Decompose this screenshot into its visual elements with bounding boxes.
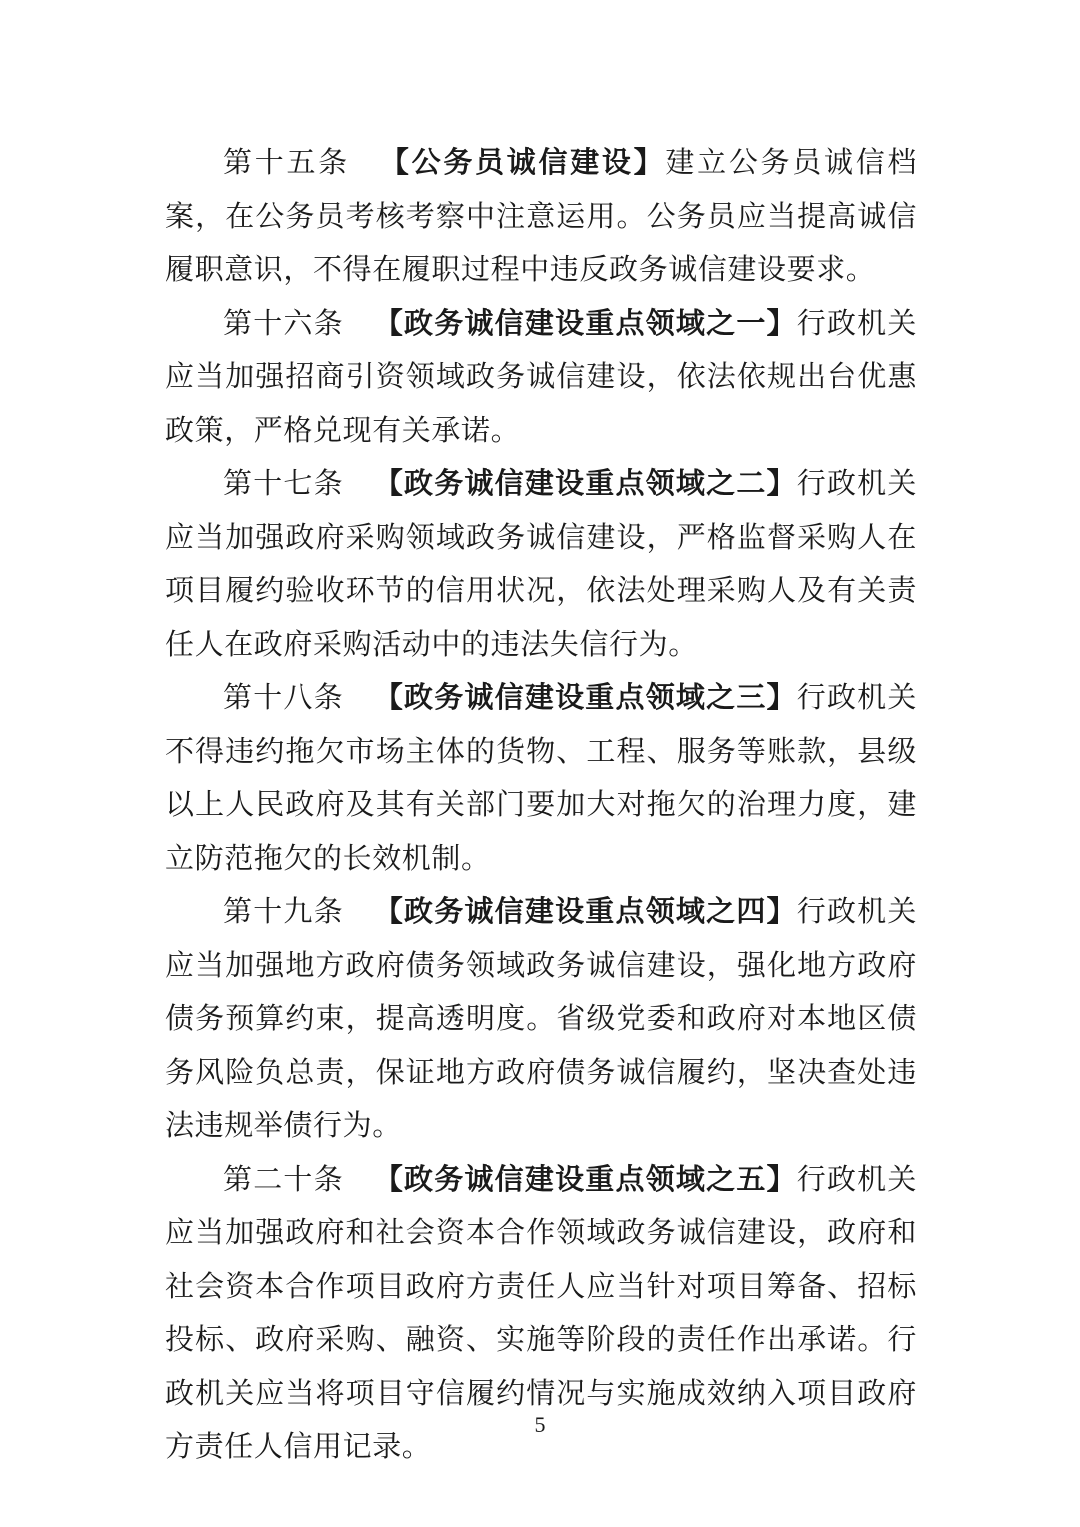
article-title: 【政务诚信建设重点领域之四】 [373, 894, 797, 928]
article-15 [165, 136, 917, 297]
article-number: 第十八条 [223, 680, 344, 714]
article-title: 【政务诚信建设重点领域之一】 [373, 305, 797, 340]
article-title: 【公务员诚信建设】 [379, 145, 666, 179]
article-number: 第二十条 [223, 1161, 344, 1196]
article-17 [165, 457, 917, 671]
article-number: 第十九条 [223, 894, 344, 928]
article-number: 第十七条 [223, 466, 344, 500]
article-number: 第十六条 [223, 305, 344, 340]
article-text: 行政机关不得违约拖欠市场主体的货物、工程、服务等账款，县级以上人民政府及其有关部门要加大对拖欠的治理力度，建立防范拖欠的长效机制。 [165, 680, 917, 875]
article-text: 行政机关应当加强政府采购领域政务诚信建设，严格监督采购人在项目履约验收环节的信用状况，依法处理采购人及有关责任人在政府采购活动中的违法失信行为。 [165, 466, 917, 661]
article-18 [165, 671, 917, 885]
article-text: 行政机关应当加强政府和社会资本合作领域政务诚信建设，政府和社会资本合作项目政府方责任人应当针对项目筹备、招标投标、政府采购、融资、实施等阶段的责任作出承诺。行政机关应当将项目守信履约情况与实施成效纳入项目政府方责任人信用记录。 [165, 1161, 917, 1463]
article-number: 第十五条 [223, 145, 350, 179]
article-text: 建立公务员诚信档案，在公务员考核考察中注意运用。公务员应当提高诚信履职意识，不得在履职过程中违反政务诚信建设要求。 [165, 145, 918, 286]
document-page [165, 136, 917, 1474]
article-16 [165, 297, 917, 458]
article-title: 【政务诚信建设重点领域之五】 [373, 1161, 797, 1196]
article-title: 【政务诚信建设重点领域之三】 [373, 680, 797, 714]
page-number: 5 [534, 1412, 546, 1437]
article-text: 行政机关应当加强地方政府债务领域政务诚信建设，强化地方政府债务预算约束，提高透明度。省级党委和政府对本地区债务风险负总责，保证地方政府债务诚信履约，坚决查处违法违规举债行为。 [165, 894, 917, 1142]
article-19 [165, 885, 917, 1153]
article-text: 行政机关应当加强招商引资领域政务诚信建设，依法依规出台优惠政策，严格兑现有关承诺。 [165, 305, 917, 447]
article-title: 【政务诚信建设重点领域之二】 [373, 466, 797, 500]
